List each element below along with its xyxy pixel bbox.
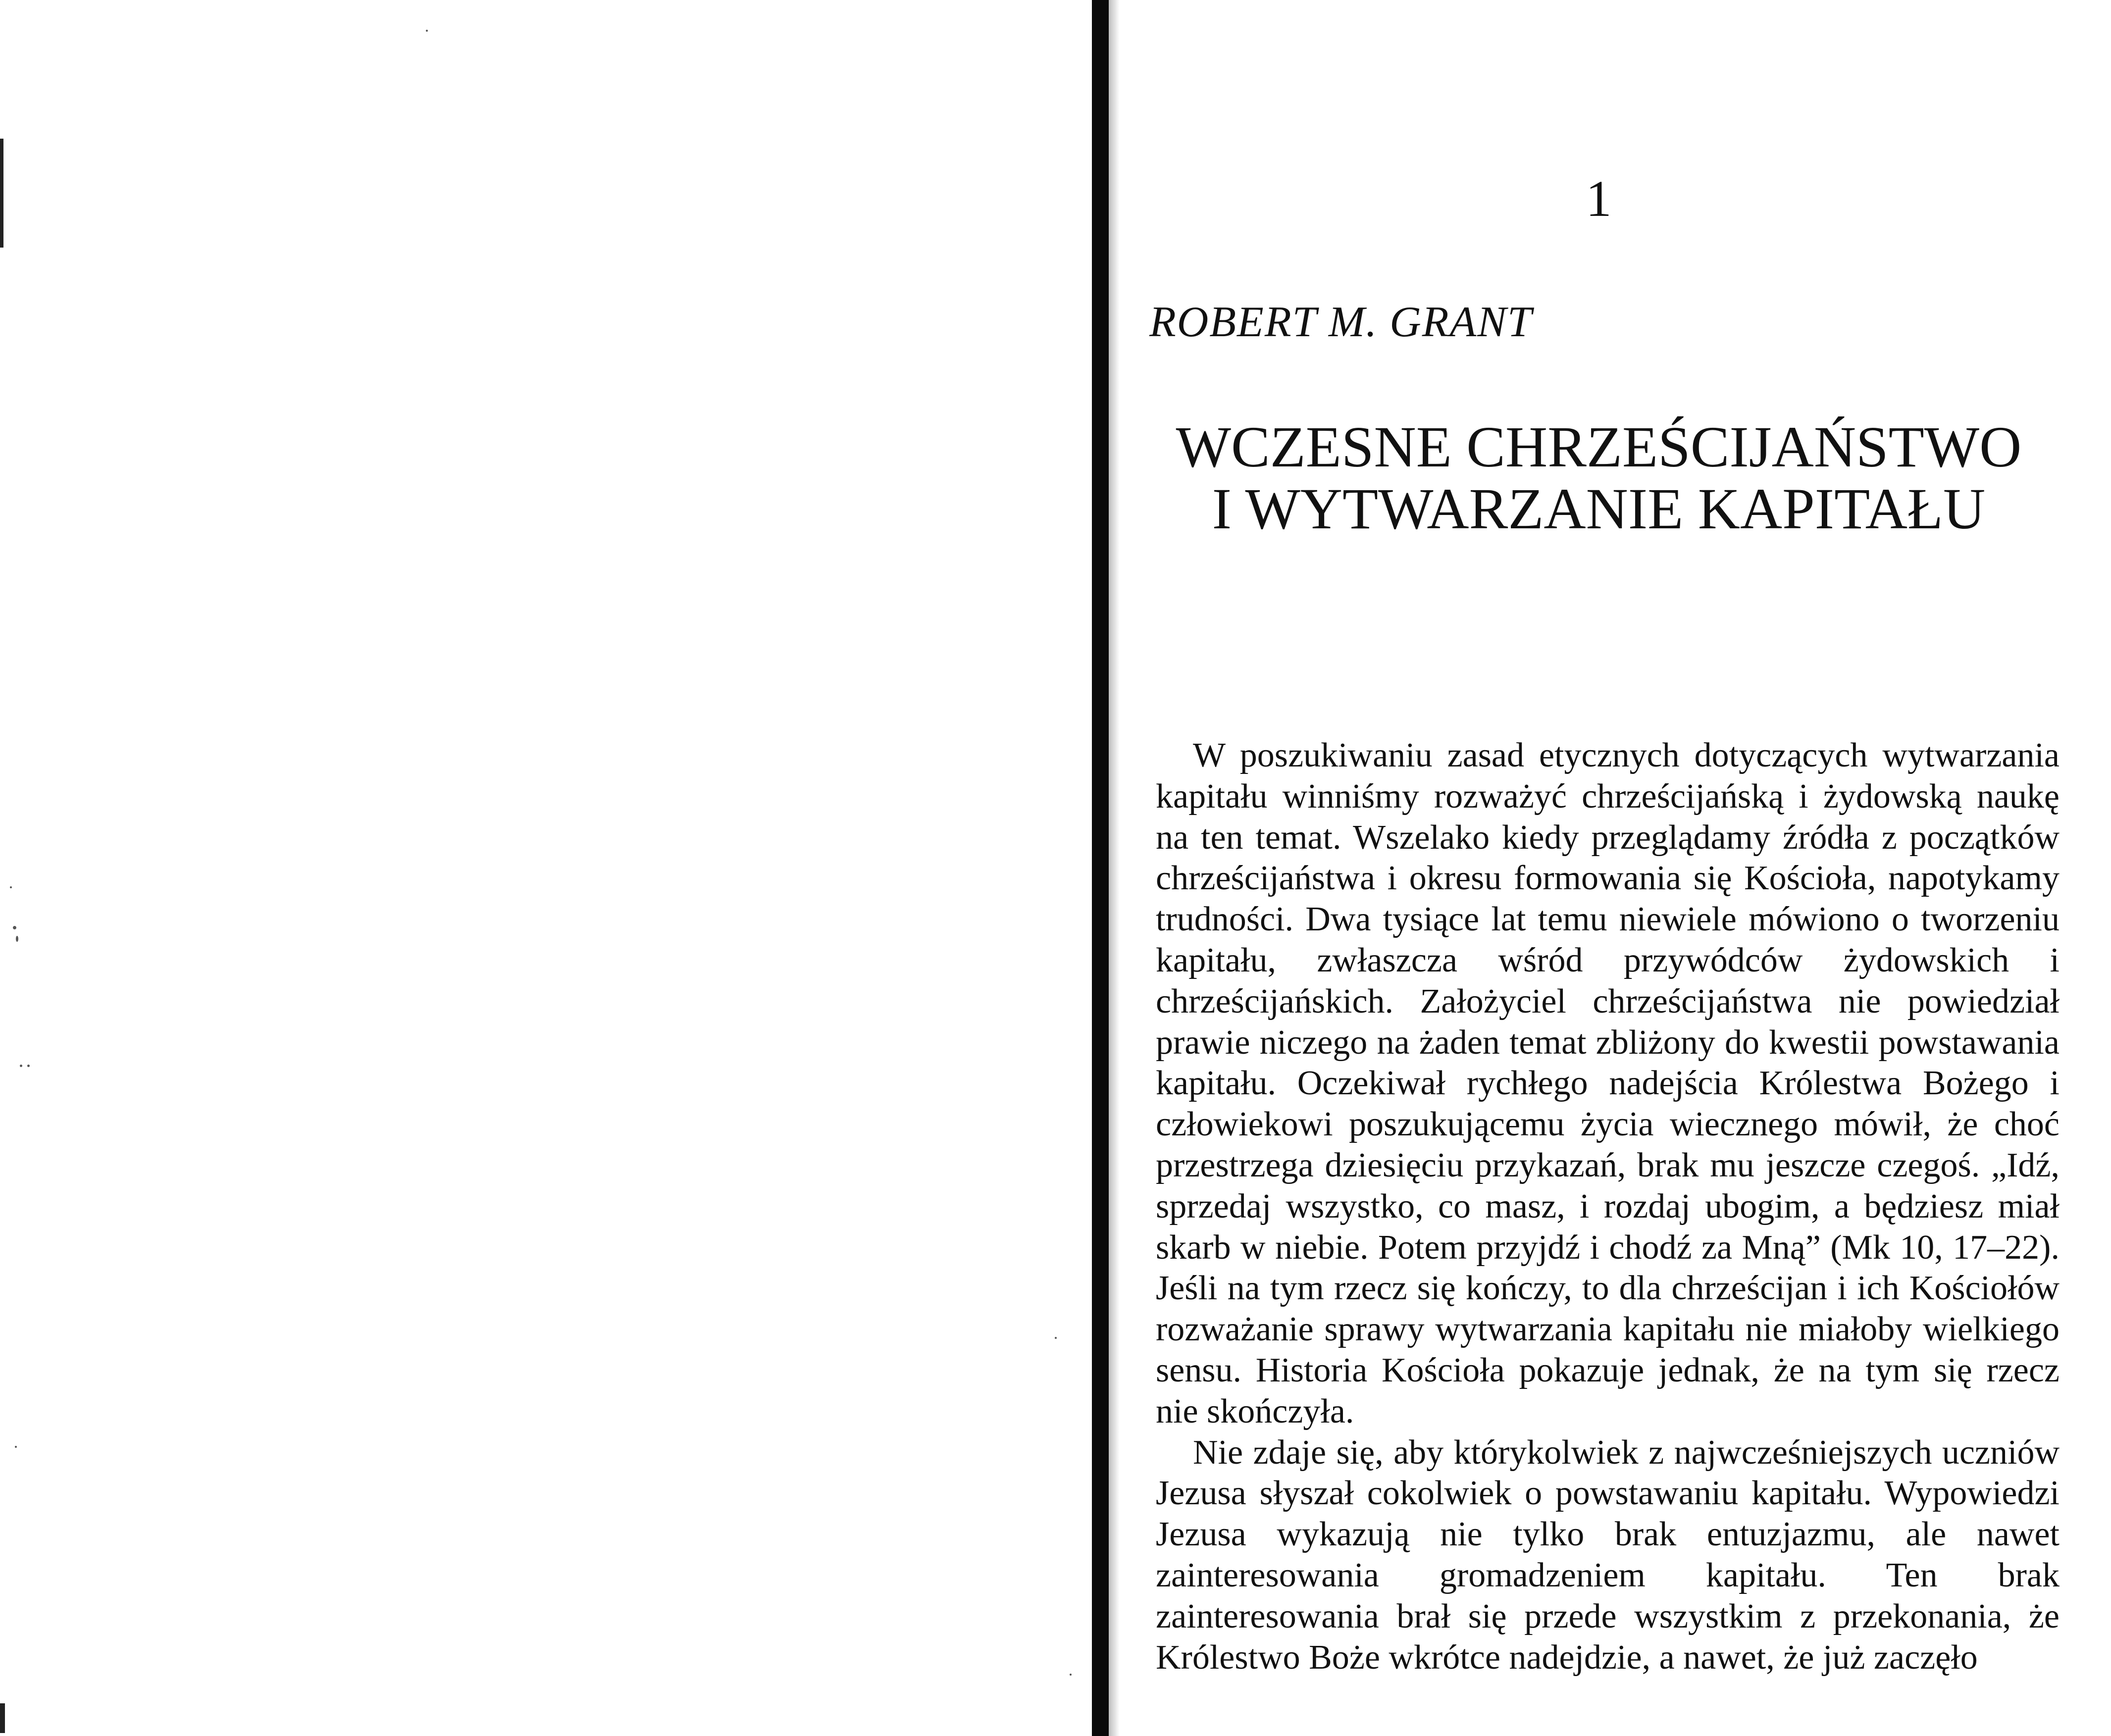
- scan-speck: [13, 926, 16, 929]
- left-page-edge-mark: [0, 1703, 5, 1733]
- chapter-number: 1: [1586, 170, 1612, 227]
- paragraph: W poszukiwaniu zasad etycznych dotyczących wytwarzania kapitału winniśmy rozważyć chrześcijańską i żydowską naukę na ten temat. Wszelako kiedy przeglądamy źródła z początków chrześcijaństwa i okresu formowania się Kościoła, napotykamy trudności. Dwa tysiące lat temu niewiele mówiono o tworzeniu kapitału, zwłaszcza wśród przywódców żydowskich i chrześcijańskich. Założyciel chrześcijaństwa nie powiedział prawie niczego na żaden temat zbliżony do kwestii powstawania kapitału. Oczekiwał rychłego nadejścia Królestwa Bożego i człowiekowi poszukującemu życia wiecznego mówił, że choć przestrzega dziesięciu przykazań, brak mu jeszcze czegoś. „Idź, sprzedaj wszystko, co masz, i rozdaj ubogim, a będziesz miał skarb w niebie. Potem przyjdź i chodź za Mną” (Mk 10, 17–22). Jeśli na tym rzecz się kończy, to dla chrześcijan i ich Kościołów rozważanie sprawy wytwarzania kapitału nie miałoby wielkiego sensu. Historia Kościoła pokazuje jednak, że na tym się rzecz nie skończyła.: [1156, 736, 2060, 1430]
- body-text: [1156, 735, 2060, 1678]
- author-name: ROBERT M. GRANT: [1149, 298, 1533, 346]
- scan-speck: [1055, 1337, 1057, 1339]
- chapter-title-line: I WYTWARZANIE KAPITAŁU: [1212, 476, 1986, 541]
- scan-speck: [20, 1065, 22, 1067]
- scan-speck: [27, 1065, 30, 1067]
- right-text-page: [1120, 0, 2111, 1736]
- scan-speck: [16, 936, 18, 942]
- scan-speck: [426, 30, 428, 32]
- scan-speck: [15, 1446, 17, 1448]
- left-page-edge-mark: [0, 139, 3, 248]
- scan-speck: [1070, 1674, 1072, 1676]
- scan-speck: [10, 886, 12, 888]
- chapter-title: [1120, 416, 2078, 540]
- chapter-title-line: WCZESNE CHRZEŚCIJAŃSTWO: [1176, 414, 2022, 479]
- gutter-shadow: [1109, 0, 1120, 1736]
- paragraph: Nie zdaje się, aby którykolwiek z najwcześniejszych uczniów Jezusa słyszał cokolwiek o powstawaniu kapitału. Wypowiedzi Jezusa wykazują nie tylko brak entuzjazmu, ale nawet zainteresowania gromadzeniem kapitału. Ten brak zainteresowania brał się przede wszystkim z przekonania, że Królestwo Boże wkrótce nadejdzie, a nawet, że już zaczęło: [1156, 1433, 2060, 1677]
- book-gutter: [1092, 0, 1109, 1736]
